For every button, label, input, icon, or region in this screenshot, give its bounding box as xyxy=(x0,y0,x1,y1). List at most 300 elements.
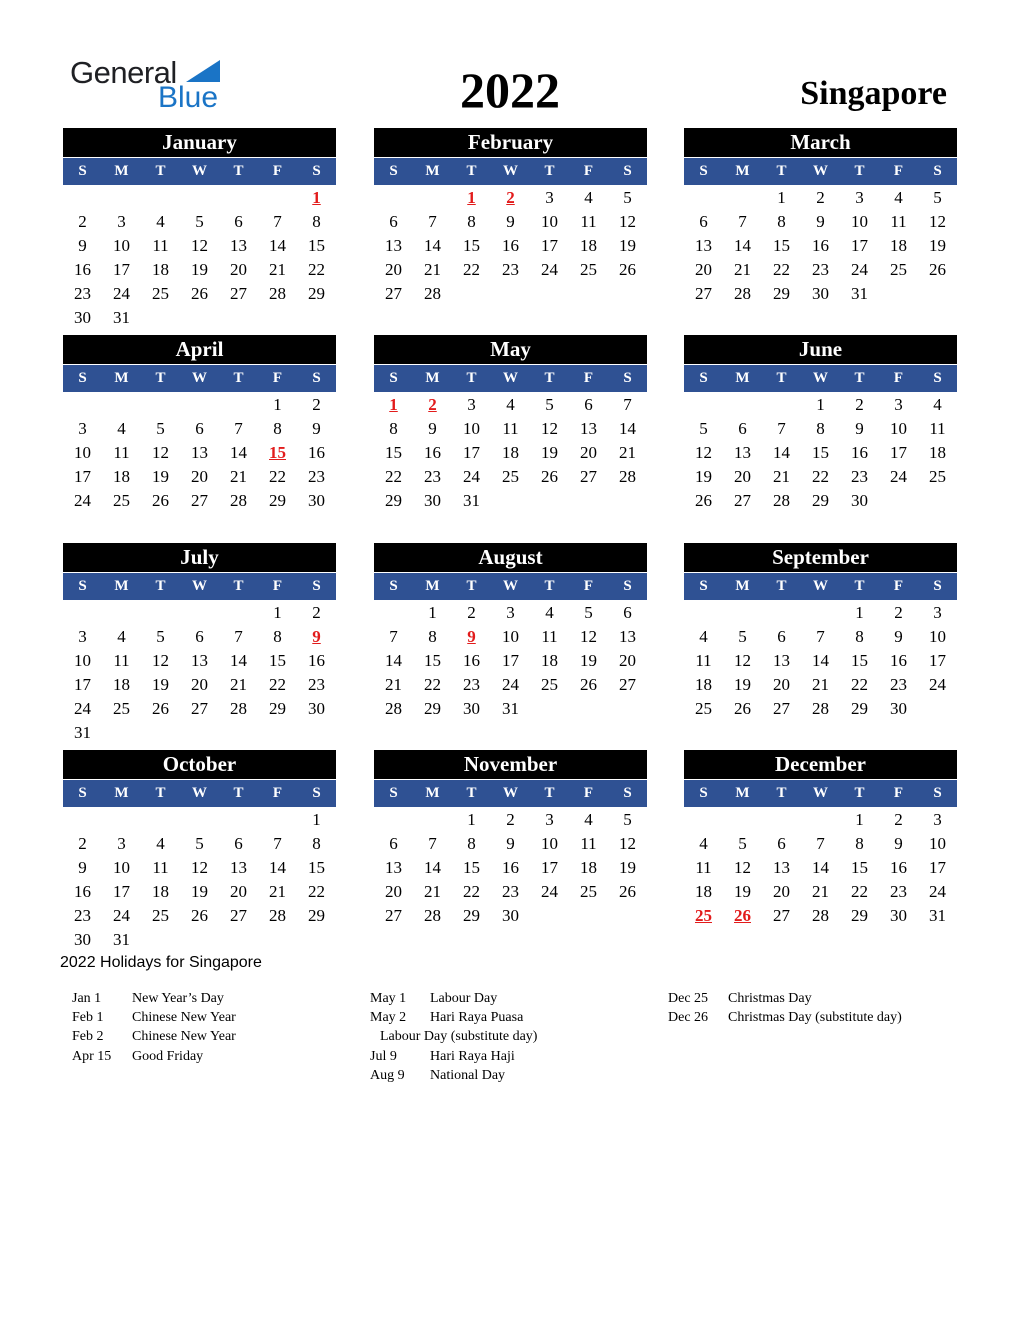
day-cell: 28 xyxy=(230,491,247,510)
holiday-day-cell: 15 xyxy=(269,443,286,462)
weekday-header xyxy=(63,157,336,185)
day-cell: 24 xyxy=(929,882,946,901)
day-cell: 6 xyxy=(623,603,632,622)
day-cell: 19 xyxy=(619,236,636,255)
day-cell: 23 xyxy=(74,284,91,303)
day-cell: 11 xyxy=(113,651,130,670)
day-cell: 13 xyxy=(191,651,208,670)
day-cell: 21 xyxy=(269,882,286,901)
day-cell: 28 xyxy=(385,699,402,718)
day-cell: 3 xyxy=(78,419,87,438)
empty-day-cell xyxy=(413,186,452,210)
day-cell: 5 xyxy=(545,395,554,414)
day-cell: 16 xyxy=(502,236,519,255)
empty-day-cell xyxy=(723,808,762,832)
weekday-label: T xyxy=(854,578,865,594)
day-cell: 22 xyxy=(773,260,790,279)
day-cell: 24 xyxy=(541,260,558,279)
day-cell: 19 xyxy=(580,651,597,670)
day-cell: 6 xyxy=(777,834,786,853)
day-cell: 7 xyxy=(738,212,747,231)
day-cell: 4 xyxy=(156,212,165,231)
day-cell: 3 xyxy=(545,810,554,829)
weekday-label: M xyxy=(114,785,129,801)
day-cell: 17 xyxy=(541,236,558,255)
day-cell: 8 xyxy=(467,834,476,853)
day-cell: 20 xyxy=(580,443,597,462)
holiday-day-cell: 1 xyxy=(312,188,321,207)
day-cell: 24 xyxy=(113,906,130,925)
weekday-label: S xyxy=(78,785,87,801)
day-cell: 11 xyxy=(152,858,169,877)
weekday-label: S xyxy=(78,163,87,179)
day-cell: 25 xyxy=(152,906,169,925)
holiday-name: National Day xyxy=(430,1067,506,1083)
day-cell: 19 xyxy=(541,443,558,462)
empty-day-cell xyxy=(413,808,452,832)
empty-day-cell xyxy=(762,601,801,625)
day-cell: 20 xyxy=(773,675,790,694)
day-cell: 18 xyxy=(929,443,946,462)
empty-day-cell xyxy=(374,808,413,832)
weekday-label: T xyxy=(776,163,787,179)
day-cell: 21 xyxy=(385,675,402,694)
day-cell: 25 xyxy=(502,467,519,486)
weekday-header xyxy=(684,572,957,600)
day-cell: 23 xyxy=(890,675,907,694)
month-title: December xyxy=(684,750,957,779)
empty-day-cell xyxy=(684,808,723,832)
day-cell: 8 xyxy=(816,419,825,438)
day-cell: 23 xyxy=(424,467,441,486)
day-cell: 21 xyxy=(734,260,751,279)
day-cell: 15 xyxy=(812,443,829,462)
day-cell: 19 xyxy=(191,260,208,279)
month-august xyxy=(374,543,647,721)
month-title: May xyxy=(374,335,647,364)
day-cell: 28 xyxy=(424,284,441,303)
day-cell: 1 xyxy=(428,603,437,622)
day-cell: 27 xyxy=(230,906,247,925)
holiday-name: Chinese New Year xyxy=(132,1029,236,1045)
day-cell: 20 xyxy=(230,882,247,901)
day-cell: 27 xyxy=(773,699,790,718)
day-cell: 17 xyxy=(929,651,946,670)
day-cell: 28 xyxy=(230,699,247,718)
day-cell: 8 xyxy=(273,419,282,438)
day-cell: 7 xyxy=(777,419,786,438)
day-cell: 23 xyxy=(851,467,868,486)
day-cell: 7 xyxy=(234,627,243,646)
day-cell: 29 xyxy=(773,284,790,303)
weekday-label: T xyxy=(776,578,787,594)
day-cell: 30 xyxy=(851,491,868,510)
day-grid xyxy=(684,601,957,721)
weekday-label: W xyxy=(813,578,828,594)
weekday-label: S xyxy=(389,785,398,801)
day-cell: 6 xyxy=(584,395,593,414)
day-cell: 29 xyxy=(463,906,480,925)
day-cell: 23 xyxy=(812,260,829,279)
generalblue-logo xyxy=(70,56,240,116)
day-cell: 10 xyxy=(74,651,91,670)
day-cell: 17 xyxy=(851,236,868,255)
day-cell: 5 xyxy=(623,188,632,207)
empty-day-cell xyxy=(63,601,102,625)
weekday-label: W xyxy=(192,370,207,386)
day-cell: 18 xyxy=(695,882,712,901)
weekday-label: T xyxy=(466,785,477,801)
day-cell: 25 xyxy=(152,284,169,303)
day-cell: 22 xyxy=(424,675,441,694)
weekday-label: F xyxy=(893,785,904,801)
day-cell: 26 xyxy=(734,699,751,718)
day-cell: 8 xyxy=(312,834,321,853)
weekday-label: W xyxy=(192,163,207,179)
holiday-date: Dec 26 xyxy=(668,1010,709,1026)
day-cell: 22 xyxy=(851,675,868,694)
weekday-header xyxy=(374,779,647,807)
holiday-entry xyxy=(72,1027,236,1046)
month-title: October xyxy=(63,750,336,779)
day-cell: 23 xyxy=(74,906,91,925)
month-april xyxy=(63,335,336,513)
day-cell: 25 xyxy=(929,467,946,486)
day-grid xyxy=(63,186,336,330)
day-cell: 23 xyxy=(502,260,519,279)
day-cell: 18 xyxy=(502,443,519,462)
day-cell: 5 xyxy=(195,834,204,853)
day-cell: 31 xyxy=(113,308,130,327)
day-cell: 24 xyxy=(890,467,907,486)
day-cell: 1 xyxy=(467,810,476,829)
weekday-label: F xyxy=(893,163,904,179)
day-cell: 18 xyxy=(152,260,169,279)
day-cell: 4 xyxy=(506,395,515,414)
day-cell: 10 xyxy=(541,834,558,853)
day-cell: 3 xyxy=(117,834,126,853)
day-cell: 22 xyxy=(851,882,868,901)
day-cell: 19 xyxy=(734,675,751,694)
weekday-label: T xyxy=(854,785,865,801)
weekday-header xyxy=(63,364,336,392)
holiday-name: Hari Raya Haji xyxy=(430,1048,515,1064)
weekday-label: T xyxy=(544,578,555,594)
day-cell: 20 xyxy=(619,651,636,670)
day-cell: 28 xyxy=(734,284,751,303)
weekday-label: T xyxy=(544,785,555,801)
empty-day-cell xyxy=(219,393,258,417)
day-grid xyxy=(374,601,647,721)
day-cell: 9 xyxy=(816,212,825,231)
day-cell: 13 xyxy=(734,443,751,462)
day-cell: 15 xyxy=(851,651,868,670)
empty-day-cell xyxy=(180,601,219,625)
holiday-entry xyxy=(668,1008,902,1027)
weekday-label: T xyxy=(776,785,787,801)
holiday-day-cell: 25 xyxy=(695,906,712,925)
day-cell: 17 xyxy=(502,651,519,670)
day-cell: 24 xyxy=(502,675,519,694)
holiday-entry xyxy=(72,1047,236,1066)
weekday-label: S xyxy=(933,163,942,179)
day-cell: 3 xyxy=(933,603,942,622)
weekday-label: S xyxy=(699,370,708,386)
day-cell: 31 xyxy=(74,723,91,742)
empty-day-cell xyxy=(63,393,102,417)
month-title: September xyxy=(684,543,957,572)
weekday-label: S xyxy=(389,163,398,179)
day-cell: 3 xyxy=(117,212,126,231)
day-cell: 12 xyxy=(580,627,597,646)
day-cell: 5 xyxy=(584,603,593,622)
holiday-day-cell: 9 xyxy=(467,627,476,646)
holiday-day-cell: 1 xyxy=(467,188,476,207)
month-september xyxy=(684,543,957,721)
month-january xyxy=(63,128,336,330)
day-cell: 22 xyxy=(308,260,325,279)
day-cell: 26 xyxy=(152,491,169,510)
day-cell: 6 xyxy=(738,419,747,438)
empty-day-cell xyxy=(102,808,141,832)
day-cell: 1 xyxy=(855,810,864,829)
day-cell: 11 xyxy=(695,651,712,670)
weekday-label: T xyxy=(466,163,477,179)
day-cell: 4 xyxy=(545,603,554,622)
day-cell: 31 xyxy=(929,906,946,925)
day-cell: 21 xyxy=(812,675,829,694)
day-cell: 11 xyxy=(580,834,597,853)
holiday-entry xyxy=(370,1066,537,1085)
day-cell: 2 xyxy=(506,810,515,829)
holiday-day-cell: 2 xyxy=(428,395,437,414)
day-cell: 21 xyxy=(424,882,441,901)
empty-day-cell xyxy=(63,186,102,210)
day-cell: 23 xyxy=(308,675,325,694)
holiday-entry xyxy=(668,989,902,1008)
day-cell: 24 xyxy=(851,260,868,279)
day-cell: 5 xyxy=(156,627,165,646)
day-cell: 27 xyxy=(385,906,402,925)
day-cell: 18 xyxy=(695,675,712,694)
day-cell: 7 xyxy=(389,627,398,646)
weekday-label: T xyxy=(155,163,166,179)
day-cell: 16 xyxy=(463,651,480,670)
weekday-label: M xyxy=(735,163,750,179)
weekday-label: F xyxy=(583,785,594,801)
day-cell: 5 xyxy=(156,419,165,438)
weekday-label: W xyxy=(192,578,207,594)
day-cell: 9 xyxy=(894,627,903,646)
holiday-date: Dec 25 xyxy=(668,991,709,1006)
weekday-label: S xyxy=(312,578,321,594)
weekday-label: T xyxy=(854,163,865,179)
day-cell: 19 xyxy=(619,858,636,877)
day-cell: 19 xyxy=(152,675,169,694)
day-cell: 4 xyxy=(584,188,593,207)
empty-day-cell xyxy=(180,808,219,832)
day-cell: 4 xyxy=(933,395,942,414)
day-cell: 24 xyxy=(541,882,558,901)
day-cell: 28 xyxy=(269,284,286,303)
empty-day-cell xyxy=(141,601,180,625)
day-cell: 29 xyxy=(851,699,868,718)
day-cell: 30 xyxy=(424,491,441,510)
weekday-label: S xyxy=(623,785,632,801)
day-cell: 24 xyxy=(929,675,946,694)
empty-day-cell xyxy=(219,186,258,210)
day-grid xyxy=(684,808,957,928)
day-cell: 25 xyxy=(580,260,597,279)
day-grid xyxy=(374,186,647,306)
day-cell: 26 xyxy=(619,260,636,279)
weekday-label: M xyxy=(735,578,750,594)
day-cell: 12 xyxy=(734,651,751,670)
holiday-entry xyxy=(370,989,537,1008)
day-cell: 5 xyxy=(623,810,632,829)
day-cell: 21 xyxy=(619,443,636,462)
day-cell: 20 xyxy=(695,260,712,279)
day-cell: 13 xyxy=(191,443,208,462)
day-cell: 31 xyxy=(463,491,480,510)
day-grid xyxy=(374,808,647,928)
empty-day-cell xyxy=(684,186,723,210)
day-cell: 25 xyxy=(113,699,130,718)
day-cell: 20 xyxy=(191,467,208,486)
day-cell: 16 xyxy=(424,443,441,462)
day-cell: 17 xyxy=(929,858,946,877)
day-cell: 6 xyxy=(389,212,398,231)
weekday-label: T xyxy=(544,370,555,386)
empty-day-cell xyxy=(723,393,762,417)
day-cell: 25 xyxy=(113,491,130,510)
day-cell: 10 xyxy=(929,834,946,853)
day-cell: 16 xyxy=(74,882,91,901)
empty-day-cell xyxy=(102,186,141,210)
empty-day-cell xyxy=(219,601,258,625)
day-cell: 18 xyxy=(580,236,597,255)
day-cell: 12 xyxy=(191,236,208,255)
day-cell: 2 xyxy=(816,188,825,207)
holidays-column xyxy=(668,989,902,1027)
day-cell: 15 xyxy=(424,651,441,670)
day-cell: 18 xyxy=(541,651,558,670)
day-cell: 9 xyxy=(855,419,864,438)
day-cell: 29 xyxy=(812,491,829,510)
day-cell: 12 xyxy=(929,212,946,231)
day-cell: 7 xyxy=(816,627,825,646)
empty-day-cell xyxy=(219,808,258,832)
day-cell: 18 xyxy=(113,467,130,486)
day-cell: 1 xyxy=(273,603,282,622)
day-cell: 9 xyxy=(506,834,515,853)
day-cell: 8 xyxy=(312,212,321,231)
day-cell: 11 xyxy=(580,212,597,231)
day-cell: 24 xyxy=(74,491,91,510)
day-cell: 6 xyxy=(389,834,398,853)
day-cell: 29 xyxy=(269,491,286,510)
day-cell: 20 xyxy=(191,675,208,694)
day-cell: 10 xyxy=(541,212,558,231)
weekday-label: F xyxy=(583,370,594,386)
holiday-entry xyxy=(72,1008,236,1027)
day-cell: 1 xyxy=(816,395,825,414)
day-cell: 12 xyxy=(695,443,712,462)
holiday-date: Feb 2 xyxy=(72,1029,104,1045)
holiday-date: Feb 1 xyxy=(72,1010,104,1026)
day-cell: 17 xyxy=(113,260,130,279)
weekday-label: S xyxy=(933,785,942,801)
day-cell: 7 xyxy=(234,419,243,438)
day-cell: 20 xyxy=(734,467,751,486)
day-cell: 18 xyxy=(152,882,169,901)
day-cell: 13 xyxy=(773,651,790,670)
day-cell: 9 xyxy=(78,236,87,255)
day-cell: 27 xyxy=(385,284,402,303)
day-grid xyxy=(684,393,957,513)
weekday-label: S xyxy=(623,370,632,386)
day-cell: 22 xyxy=(269,467,286,486)
holiday-name: Labour Day (substitute day) xyxy=(380,1029,538,1045)
day-cell: 4 xyxy=(699,834,708,853)
day-cell: 11 xyxy=(929,419,946,438)
day-cell: 20 xyxy=(230,260,247,279)
day-cell: 26 xyxy=(541,467,558,486)
holiday-name: Hari Raya Puasa xyxy=(430,1010,524,1026)
day-cell: 26 xyxy=(619,882,636,901)
day-cell: 13 xyxy=(619,627,636,646)
day-cell: 27 xyxy=(773,906,790,925)
day-grid xyxy=(374,393,647,513)
day-cell: 23 xyxy=(463,675,480,694)
day-cell: 14 xyxy=(424,236,441,255)
day-cell: 14 xyxy=(230,651,247,670)
day-cell: 1 xyxy=(273,395,282,414)
weekday-header xyxy=(684,779,957,807)
day-cell: 23 xyxy=(890,882,907,901)
holiday-entry xyxy=(370,1027,537,1046)
empty-day-cell xyxy=(141,808,180,832)
day-cell: 13 xyxy=(385,236,402,255)
day-cell: 15 xyxy=(851,858,868,877)
day-cell: 21 xyxy=(424,260,441,279)
day-cell: 5 xyxy=(933,188,942,207)
day-cell: 31 xyxy=(113,930,130,949)
day-cell: 21 xyxy=(230,467,247,486)
holiday-day-cell: 26 xyxy=(734,906,751,925)
day-cell: 8 xyxy=(389,419,398,438)
day-cell: 17 xyxy=(541,858,558,877)
day-cell: 1 xyxy=(777,188,786,207)
weekday-label: T xyxy=(233,163,244,179)
weekday-label: W xyxy=(503,370,518,386)
day-cell: 7 xyxy=(428,212,437,231)
empty-day-cell xyxy=(374,186,413,210)
weekday-label: S xyxy=(699,578,708,594)
day-cell: 3 xyxy=(467,395,476,414)
day-cell: 15 xyxy=(269,651,286,670)
month-may xyxy=(374,335,647,513)
weekday-label: W xyxy=(503,163,518,179)
weekday-label: W xyxy=(192,785,207,801)
month-title: June xyxy=(684,335,957,364)
day-cell: 4 xyxy=(156,834,165,853)
weekday-label: S xyxy=(623,578,632,594)
day-cell: 17 xyxy=(74,467,91,486)
day-cell: 21 xyxy=(269,260,286,279)
weekday-label: T xyxy=(466,578,477,594)
day-cell: 29 xyxy=(385,491,402,510)
